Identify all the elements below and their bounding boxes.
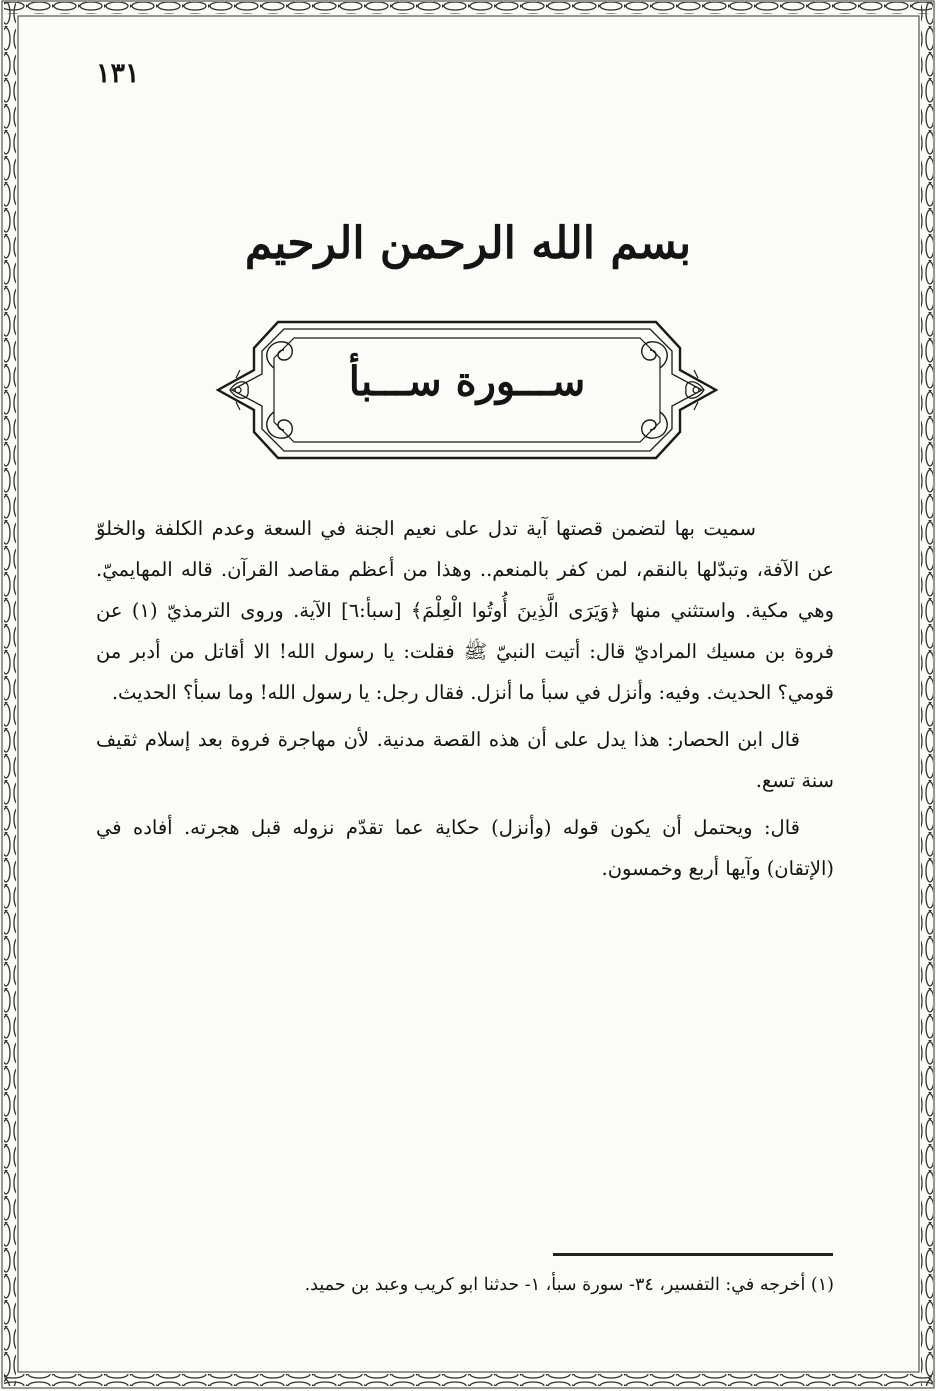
page-number: ١٣١ xyxy=(96,58,140,89)
footnote-divider xyxy=(553,1253,833,1256)
body-text xyxy=(96,508,834,895)
surah-title: ســـورة ســـبأ xyxy=(348,358,586,405)
footnote: (١) أخرجه في: التفسير، ٣٤- سورة سبأ، ١- حدثنا ابو كريب وعبد بن حميد. xyxy=(304,1275,834,1295)
paragraph: قال: ويحتمل أن يكون قوله (وأنزل) حكاية عما تقدّم نزوله قبل هجرته. أفاده في (الإتقان) وآيها أربع وخمسون. xyxy=(96,816,834,880)
basmala-heading: بسم الله الرحمن الرحيم xyxy=(244,218,692,269)
paragraph: سميت بها لتضمن قصتها آية تدل على نعيم الجنة في السعة وعدم الكلفة والخلوّ عن الآفة، وتبدّلها بالنقم، لمن كفر بالمنعم.. وهذا من أعظم مقاصد القرآن. قاله المهايميّ. وهي مكية. واستثني منها ﴿وَيَرَى الَّذِينَ أُوتُوا الْعِلْمَ﴾ [سبأ:٦] الآية. وروى الترمذيّ (١) عن فروة بن مسيك المراديّ قال: أتيت النبيّ ﷺ فقلت: يا رسول الله! الا أقاتل من أدبر من قومي؟ الحديث. وفيه: وأنزل في سبأ ما أنزل. فقال رجل: يا رسول الله! وما سبأ؟ الحديث. xyxy=(96,517,834,704)
paragraph: قال ابن الحصار: هذا يدل على أن هذه القصة مدنية. لأن مهاجرة فروة بعد إسلام ثقيف سنة تسع. xyxy=(96,728,834,792)
